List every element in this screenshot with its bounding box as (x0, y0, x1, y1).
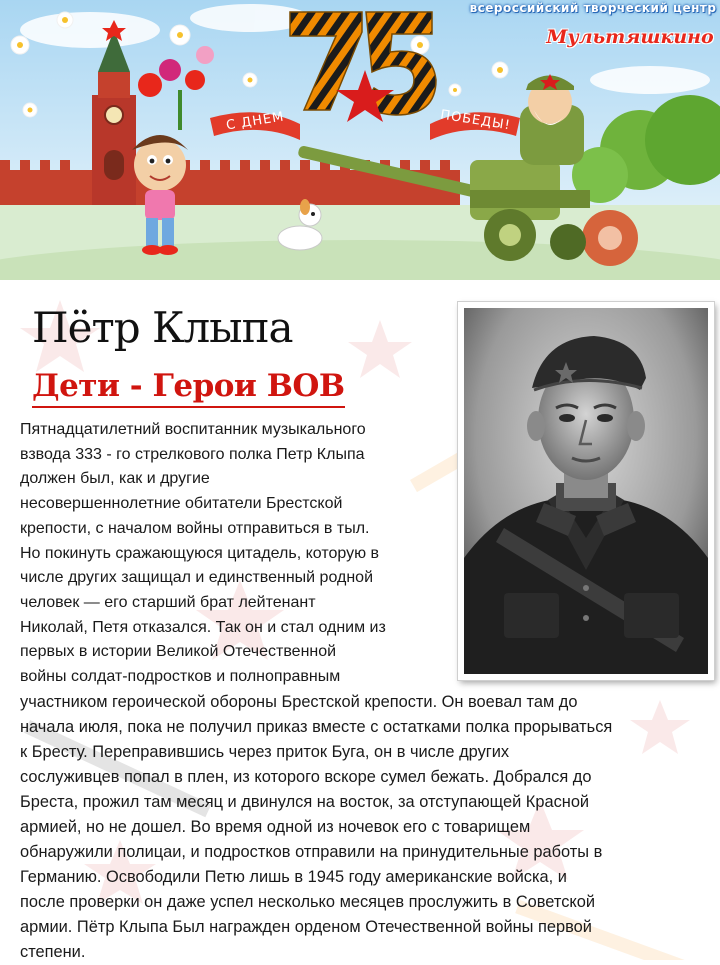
body-text-wide (20, 690, 710, 965)
text-line: Пятнадцатилетний воспитанник музыкального (20, 421, 366, 438)
text-line: армией, но не дошел. Во время одной из ночевок его с товарищем (20, 818, 531, 836)
page-subtitle: Дети - Герои ВОВ (32, 366, 345, 408)
text-line: Но покинуть сражающуюся цитадель, которую в (20, 544, 380, 562)
ribbon-text-right: ПОБЕДЫ! (439, 107, 512, 134)
text-line: к Бресту. Переправившись через приток Буга, он в числе других (20, 743, 510, 761)
text-line: участником героической обороны Брестской крепости. Он воевал там до (20, 693, 578, 711)
holiday-banner (0, 0, 720, 280)
text-line: Николай, Петя отказался. Так он и стал одним из (20, 618, 386, 636)
text-line: должен был, как и другие (20, 470, 210, 488)
text-line: Германию. Освободили Петю лишь в 1945 году американские войска, и (20, 868, 567, 886)
brand-caption: всероссийский творческий центр (469, 1, 717, 15)
brand-logo-text: Мультяшкино (546, 26, 714, 48)
text-line: степени. (20, 943, 86, 961)
text-line: после проверки он даже успел несколько месяцев прослужить в Советской (20, 893, 596, 911)
text-line: крепости, с началом войны отправиться в тыл. (20, 519, 370, 537)
soldier-portrait-icon (464, 308, 708, 674)
text-line: числе других защищал и единственный родной (20, 569, 373, 587)
text-line: обнаружили полицаи, и подростков отправили на принудительные работы в (20, 843, 603, 861)
ribbon-text-left: С ДНЕМ (225, 109, 286, 134)
text-line: взвода 333 - го стрелкового полка Петр Клыпа (20, 445, 365, 463)
text-line: несовершеннолетние обитатели Брестской (20, 495, 343, 513)
text-line: сослуживцев попал в плен, из которого вскоре сумел бежать. Добрался до (20, 768, 592, 786)
text-line: человек — его старший брат лейтенант (20, 593, 316, 611)
page-title: Пётр Клыпа (32, 303, 293, 352)
body-text-narrow (20, 418, 452, 690)
text-line: армии. Пётр Клыпа Был награжден орденом Отечественной войны первой (20, 918, 592, 936)
portrait-photo (458, 302, 714, 680)
text-line: начала июля, пока не получил приказ вместе с остатками полка прорываться (20, 718, 613, 736)
text-line: первых в истории Великой Отечественной (20, 643, 337, 661)
text-line: войны солдат-подростков и полноправным (20, 668, 341, 686)
text-line: Бреста, прожил там месяц и двинулся на восток, за отступающей Красной (20, 793, 590, 811)
